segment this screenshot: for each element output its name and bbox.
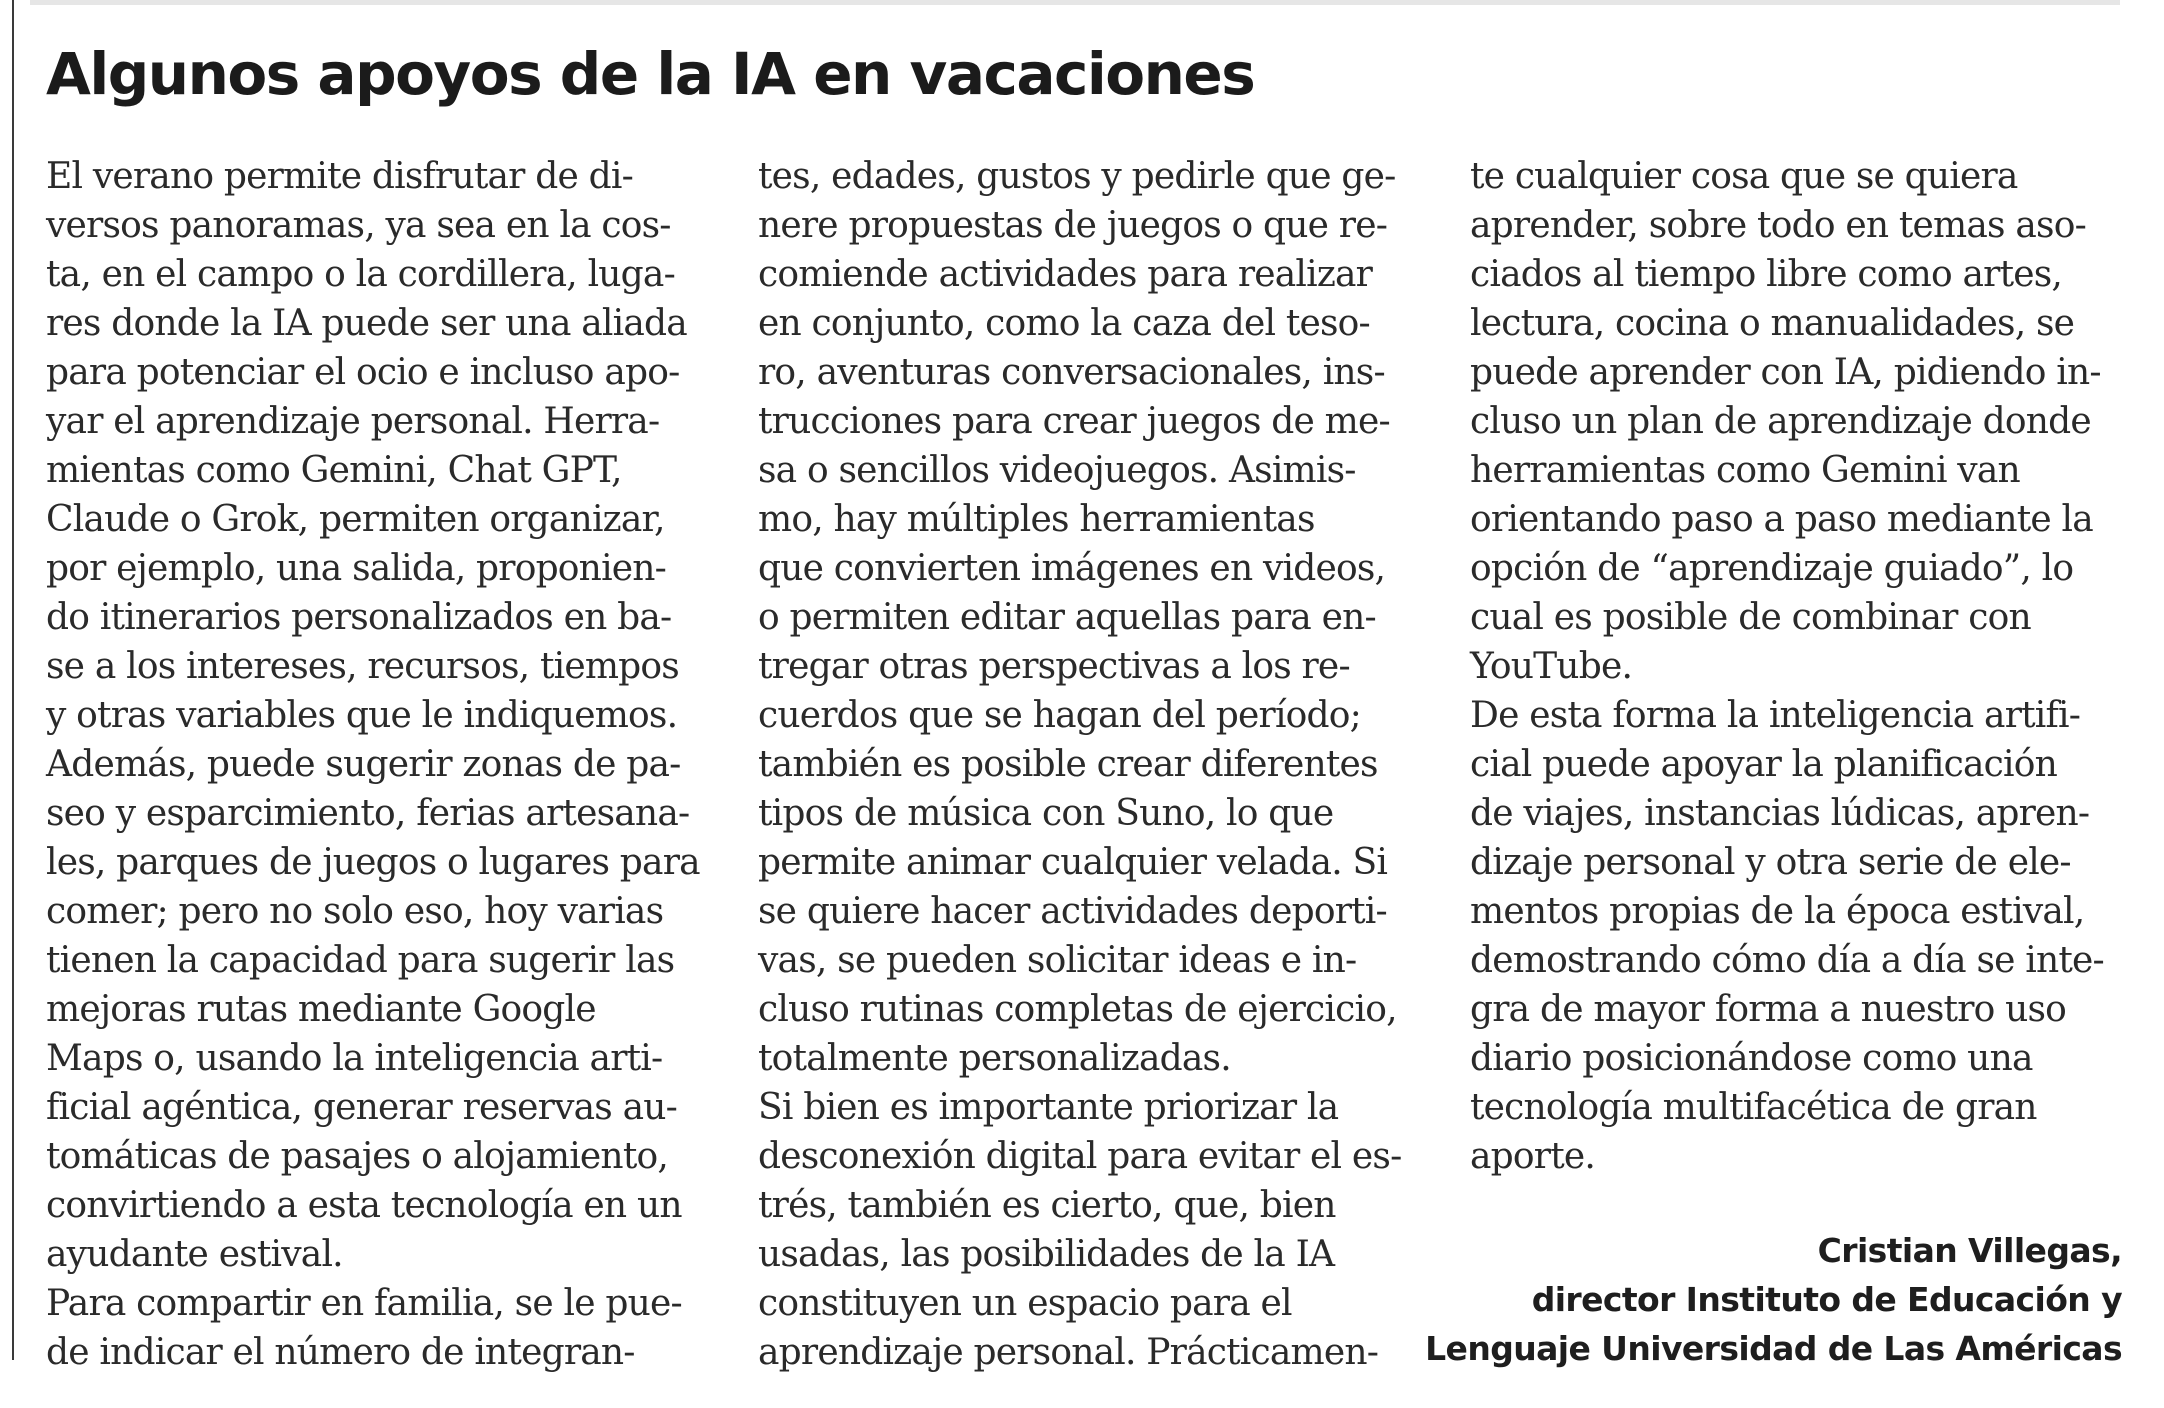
page-left-rule	[12, 0, 14, 1360]
text-line: aprender, sobre todo en temas aso-	[1470, 205, 2086, 246]
text-line: tipos de música con Suno, lo que	[758, 793, 1334, 834]
text-line: también es posible crear diferentes	[758, 744, 1378, 785]
text-line: do itinerarios personalizados en ba-	[46, 597, 672, 638]
text-line: de indicar el número de integran-	[46, 1332, 635, 1373]
text-line: mentos propias de la época estival,	[1470, 891, 2085, 932]
article-column-2	[758, 152, 1438, 1377]
text-line: diario posicionándose como una	[1470, 1038, 2033, 1079]
text-line: nere propuestas de juegos o que re-	[758, 205, 1388, 246]
page-top-rule	[30, 0, 2120, 5]
text-line: orientando paso a paso mediante la	[1470, 499, 2093, 540]
article-column-3	[1470, 152, 2150, 1181]
text-line: vas, se pueden solicitar ideas e in-	[758, 940, 1357, 981]
text-line: desconexión digital para evitar el es-	[758, 1136, 1402, 1177]
text-line: ciados al tiempo libre como artes,	[1470, 254, 2063, 295]
text-line: lectura, cocina o manualidades, se	[1470, 303, 2075, 344]
text-line: tecnología multifacética de gran	[1470, 1087, 2037, 1128]
text-line: Además, puede sugerir zonas de pa-	[46, 744, 681, 785]
text-line: comer; pero no solo eso, hoy varias	[46, 891, 664, 932]
text-line: Claude o Grok, permiten organizar,	[46, 499, 665, 540]
text-line: sa o sencillos videojuegos. Asimis-	[758, 450, 1356, 491]
text-line: herramientas como Gemini van	[1470, 450, 2020, 491]
text-line: aporte.	[1470, 1136, 1596, 1177]
text-line: mejoras rutas mediante Google	[46, 989, 596, 1030]
text-line: se quiere hacer actividades deporti-	[758, 891, 1387, 932]
text-line: Maps o, usando la inteligencia arti-	[46, 1038, 663, 1079]
signature-line: Lenguaje Universidad de Las Américas	[1425, 1329, 2122, 1368]
text-line: trés, también es cierto, que, bien	[758, 1185, 1336, 1226]
text-line: seo y esparcimiento, ferias artesana-	[46, 793, 690, 834]
text-line: trucciones para crear juegos de me-	[758, 401, 1390, 442]
text-line: tregar otras perspectivas a los re-	[758, 646, 1350, 687]
signature-line: director Instituto de Educación y	[1531, 1280, 2122, 1319]
text-line: totalmente personalizadas.	[758, 1038, 1231, 1079]
text-line: cial puede apoyar la planificación	[1470, 744, 2057, 785]
text-line: yar el aprendizaje personal. Herra-	[46, 401, 660, 442]
text-line: permite animar cualquier velada. Si	[758, 842, 1388, 883]
text-line: gra de mayor forma a nuestro uso	[1470, 989, 2067, 1030]
text-line: De esta forma la inteligencia artifi-	[1470, 695, 2081, 736]
text-line: opción de “aprendizaje guiado”, lo	[1470, 548, 2074, 589]
text-line: YouTube.	[1470, 646, 1633, 687]
text-line: se a los intereses, recursos, tiempos	[46, 646, 679, 687]
text-line: convirtiendo a esta tecnología en un	[46, 1185, 682, 1226]
text-line: les, parques de juegos o lugares para	[46, 842, 700, 883]
text-line: ro, aventuras conversacionales, ins-	[758, 352, 1385, 393]
text-line: Para compartir en familia, se le pue-	[46, 1283, 682, 1324]
text-line: mo, hay múltiples herramientas	[758, 499, 1315, 540]
text-line: que convierten imágenes en videos,	[758, 548, 1386, 589]
text-line: El verano permite disfrutar de di-	[46, 156, 633, 197]
signature-line: Cristian Villegas,	[1817, 1231, 2122, 1270]
text-line: en conjunto, como la caza del teso-	[758, 303, 1370, 344]
text-line: versos panoramas, ya sea en la cos-	[46, 205, 671, 246]
text-line: de viajes, instancias lúdicas, apren-	[1470, 793, 2090, 834]
text-line: cluso rutinas completas de ejercicio,	[758, 989, 1397, 1030]
text-line: tes, edades, gustos y pedirle que ge-	[758, 156, 1396, 197]
text-line: puede aprender con IA, pidiendo in-	[1470, 352, 2101, 393]
text-line: por ejemplo, una salida, proponien-	[46, 548, 667, 589]
article-title: Algunos apoyos de la IA en vacaciones	[46, 40, 1255, 108]
text-line: cual es posible de combinar con	[1470, 597, 2031, 638]
text-line: cuerdos que se hagan del período;	[758, 695, 1361, 736]
text-line: Si bien es importante priorizar la	[758, 1087, 1339, 1128]
text-line: tienen la capacidad para sugerir las	[46, 940, 675, 981]
text-line: mientas como Gemini, Chat GPT,	[46, 450, 622, 491]
text-line: ta, en el campo o la cordillera, luga-	[46, 254, 675, 295]
text-line: tomáticas de pasajes o alojamiento,	[46, 1136, 669, 1177]
text-line: ficial agéntica, generar reservas au-	[46, 1087, 678, 1128]
text-line: aprendizaje personal. Prácticamen-	[758, 1332, 1379, 1373]
text-line: o permiten editar aquellas para en-	[758, 597, 1376, 638]
text-line: dizaje personal y otra serie de ele-	[1470, 842, 2071, 883]
article-column-1	[46, 152, 726, 1377]
text-line: cluso un plan de aprendizaje donde	[1470, 401, 2091, 442]
text-line: te cualquier cosa que se quiera	[1470, 156, 2018, 197]
text-line: constituyen un espacio para el	[758, 1283, 1292, 1324]
text-line: demostrando cómo día a día se inte-	[1470, 940, 2104, 981]
text-line: y otras variables que le indiquemos.	[46, 695, 678, 736]
author-signature	[1425, 1226, 2122, 1373]
text-line: comiende actividades para realizar	[758, 254, 1373, 295]
text-line: ayudante estival.	[46, 1234, 343, 1275]
text-line: res donde la IA puede ser una aliada	[46, 303, 687, 344]
text-line: usadas, las posibilidades de la IA	[758, 1234, 1335, 1275]
text-line: para potenciar el ocio e incluso apo-	[46, 352, 680, 393]
